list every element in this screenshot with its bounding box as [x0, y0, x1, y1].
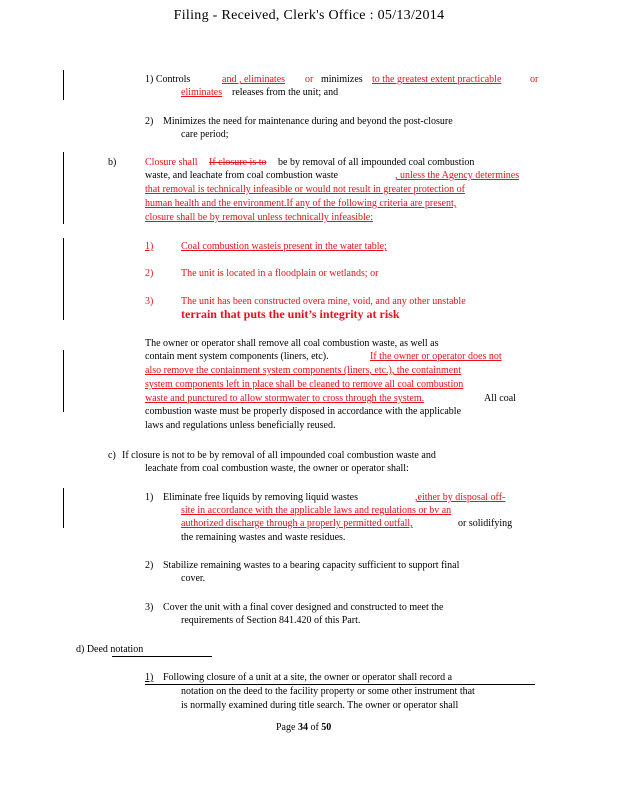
- page-number: 34: [297, 722, 308, 733]
- criteria-number: 1): [145, 241, 154, 252]
- text-run: All coal: [484, 393, 516, 404]
- inserted-text: If the owner or operator does not: [370, 351, 502, 362]
- page-total: 50: [321, 722, 332, 733]
- text-run: waste, and leachate from coal combustion waste: [145, 170, 338, 181]
- text-run: contain ment system components (liners, etc).: [145, 351, 329, 362]
- text-run: is normally examined during title search. The owner or operator shall: [181, 700, 459, 711]
- text-run: notation on the deed to the facility property or some other instrument that: [181, 686, 475, 697]
- change-bar: [63, 70, 64, 100]
- change-bar: [63, 350, 64, 412]
- page-of: of: [310, 722, 319, 733]
- inserted-text: that removal is technically infeasible or would not result in greater protection of: [145, 184, 465, 195]
- change-bar: [63, 152, 64, 224]
- text-run: leachate from coal combustion waste, the owner or operator shall:: [145, 463, 409, 474]
- inserted-text: system components left in place shall be cleaned to remove all coal combustion: [145, 379, 464, 390]
- criteria-number: 3): [145, 296, 154, 307]
- criteria-number: 2): [145, 268, 154, 279]
- item-a2-number: 2): [145, 116, 154, 127]
- inserted-text: site in accordance with the applicable laws and regulations or bv an: [181, 505, 452, 516]
- item-number: 1): [145, 74, 154, 85]
- inserted-text: eliminates: [181, 87, 223, 98]
- item-d1-number: 1): [145, 672, 154, 683]
- item-c3-number: 3): [145, 602, 154, 613]
- text-run: releases from the unit; and: [232, 87, 339, 98]
- inserted-text: ,either by disposal off-: [415, 492, 506, 503]
- section-label-d: d) Deed notation: [76, 644, 144, 655]
- text-run: minimizes: [321, 74, 363, 85]
- text-run: Controls: [155, 74, 191, 85]
- item-c2-number: 2): [145, 560, 154, 571]
- inserted-text: and , eliminates: [222, 74, 286, 85]
- inserted-text: or: [305, 74, 314, 85]
- text-run: laws and regulations unless beneficially reused.: [145, 420, 336, 431]
- text-run: Stabilize remaining wastes to a bearing capacity sufficient to support final: [163, 560, 460, 571]
- text-run: If closure is not to be by removal of all impounded coal combustion waste and: [122, 450, 436, 461]
- criteria-text: Coal combustion wasteis present in the water table;: [181, 241, 387, 252]
- text-run: Eliminate free liquids by removing liquid wastes: [163, 492, 358, 503]
- text-run: the remaining wastes and waste residues.: [181, 532, 346, 543]
- item-a1: [145, 74, 190, 86]
- criteria-text: terrain that puts the unit’s integrity at risk: [181, 307, 400, 321]
- inserted-text: authorized discharge through a properly permitted outfall,: [181, 518, 413, 529]
- inserted-text: closure shall be by removal unless technically infeasible:: [145, 212, 373, 223]
- inserted-text: human health and the environment.If any of the following criteria are present,: [145, 198, 457, 209]
- section-label-c: c): [108, 450, 116, 461]
- page-label: Page: [276, 722, 296, 733]
- text-run: requirements of Section 841.420 of this Part.: [181, 615, 361, 626]
- inserted-text: also remove the containment system components (liners, etc.), the containment: [145, 365, 462, 376]
- criteria-text: The unit is located in a floodplain or wetlands; or: [181, 268, 379, 279]
- item-a2-line: care period;: [181, 129, 229, 140]
- text-underline: [145, 684, 535, 685]
- text-run: Cover the unit with a final cover designed and constructed to meet the: [163, 602, 444, 613]
- text-run: or solidifying: [458, 518, 513, 529]
- criteria-text: The unit has been constructed overa mine, void, and any other unstable: [181, 296, 466, 307]
- text-run: Following closure of a unit at a site, the owner or operator shall record a: [163, 672, 453, 683]
- item-a2-line: Minimizes the need for maintenance during and beyond the post-closure: [163, 116, 453, 127]
- blank-underline: [112, 656, 212, 657]
- inserted-text: or: [530, 74, 539, 85]
- text-run: The owner or operator shall remove all coal combustion waste, as well as: [145, 338, 439, 349]
- text-run: cover.: [181, 573, 206, 584]
- inserted-text: , unless the Agency determines: [395, 170, 520, 181]
- change-bar: [63, 488, 64, 528]
- section-label-b: b): [108, 157, 117, 168]
- inserted-text: Closure shall: [145, 157, 198, 168]
- change-bar: [63, 238, 64, 320]
- inserted-text: waste and punctured to allow stormwater to cross through the system.: [145, 393, 425, 404]
- deleted-text: If closure is to: [209, 157, 267, 168]
- text-run: be by removal of all impounded coal combustion: [278, 157, 475, 168]
- text-run: combustion waste must be properly disposed in accordance with the applicable: [145, 406, 462, 417]
- document-header: Filing - Received, Clerk's Office : 05/13/2014: [173, 8, 445, 23]
- item-c1-number: 1): [145, 492, 154, 503]
- page-footer: [276, 722, 331, 734]
- inserted-text: to the greatest extent practicable: [372, 74, 502, 85]
